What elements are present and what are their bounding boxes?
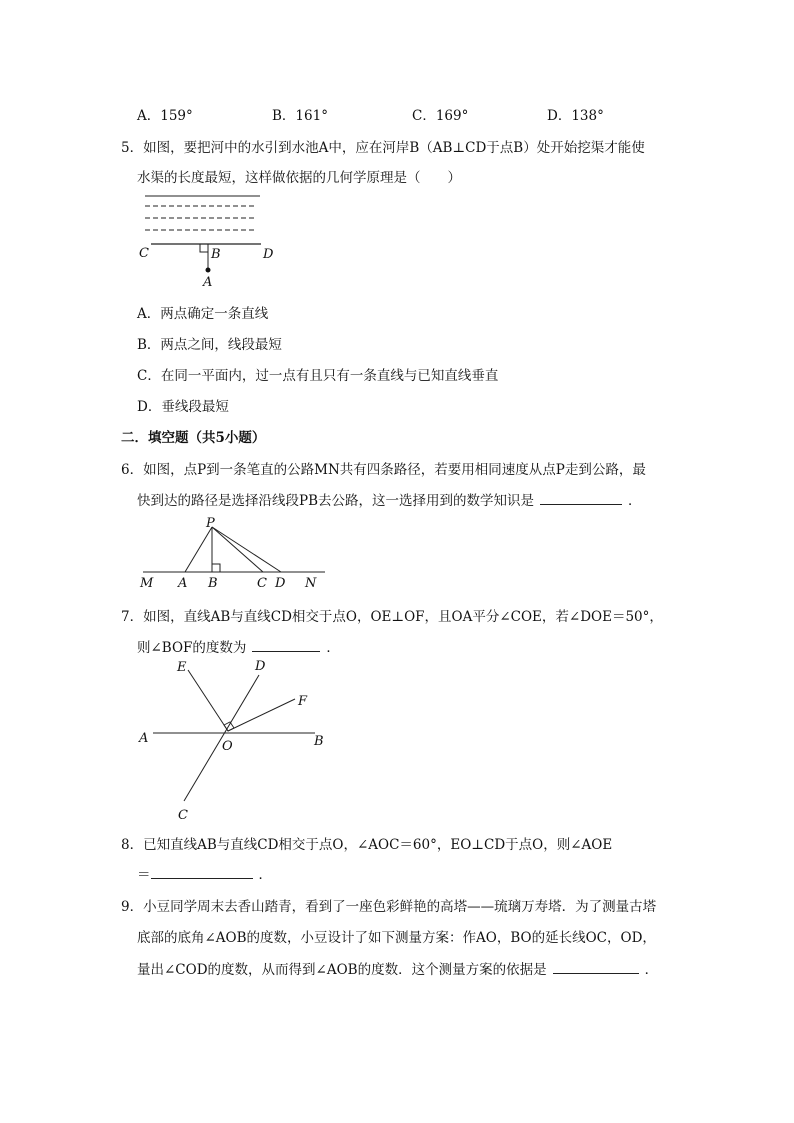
q5-option-d: D．垂线段最短 — [137, 399, 229, 415]
q7-label-c: C — [178, 808, 188, 823]
q6-figure — [135, 512, 335, 592]
q7-label-o: O — [222, 739, 233, 754]
q6-label-p: P — [206, 516, 215, 531]
q8-stem-line2: ＝ ． — [137, 863, 272, 883]
q4-option-d: D．138° — [547, 108, 604, 124]
q6-label-a: A — [178, 576, 188, 591]
q8-answer-blank[interactable] — [151, 864, 253, 879]
q6-label-b: B — [208, 576, 218, 591]
q5-option-c: C．在同一平面内，过一点有且只有一条直线与已知直线垂直 — [137, 368, 499, 384]
q4-option-a: A．159° — [137, 108, 193, 124]
q7-label-e: E — [177, 660, 187, 675]
q5-stem-line1: 5．如图，要把河中的水引到水池A中，应在河岸B（AB⊥CD于点B）处开始挖渠才能使 — [121, 140, 645, 156]
q7-figure — [135, 655, 335, 825]
q7-label-f: F — [298, 694, 308, 709]
q7-stem-line2: 则∠BOF的度数为 ． — [137, 636, 340, 656]
q8-stem-line1: 8．已知直线AB与直线CD相交于点O，∠AOC＝60°，EO⊥CD于点O，则∠AOE — [121, 837, 613, 853]
q4-option-b: B．161° — [272, 108, 328, 124]
q6-stem-line2: 快到达的路径是选择沿线段PB去公路，这一选择用到的数学知识是 ． — [137, 489, 642, 509]
q5-figure — [135, 190, 285, 290]
q7-label-a: A — [139, 731, 149, 746]
q9-answer-blank[interactable] — [553, 959, 639, 974]
q7-label-d: D — [255, 659, 266, 674]
q6-label-m: M — [140, 576, 154, 591]
q5-option-b: B．两点之间，线段最短 — [137, 337, 282, 353]
q5-label-a: A — [203, 275, 213, 290]
q5-stem-line2: 水渠的长度最短，这样做依据的几何学原理是（ ） — [137, 170, 461, 186]
q9-stem-line3: 量出∠COD的度数，从而得到∠AOB的度数．这个测量方案的依据是 ． — [137, 958, 658, 978]
q5-label-b: B — [211, 247, 221, 262]
q6-stem-line1: 6．如图，点P到一条笔直的公路MN共有四条路径，若要用相同速度从点P走到公路，最 — [121, 462, 646, 478]
q5-label-d: D — [263, 247, 274, 262]
q9-stem-line1: 9．小豆同学周末去香山踏青，看到了一座色彩鲜艳的高塔——琉璃万寿塔．为了测量古塔 — [121, 899, 657, 915]
q4-option-c: C．169° — [412, 108, 469, 124]
q6-label-d: D — [275, 576, 286, 591]
section-title: 二．填空题（共5小题） — [121, 430, 266, 446]
q5-option-a: A．两点确定一条直线 — [137, 306, 269, 322]
q6-answer-blank[interactable] — [540, 490, 622, 505]
q6-label-c: C — [257, 576, 267, 591]
q5-label-c: C — [139, 246, 149, 261]
q7-label-b: B — [314, 734, 324, 749]
q7-answer-blank[interactable] — [252, 637, 320, 652]
q6-label-n: N — [305, 576, 317, 591]
q7-stem-line1: 7．如图，直线AB与直线CD相交于点O，OE⊥OF，且OA平分∠COE，若∠DOE＝50°， — [121, 609, 663, 625]
q9-stem-line2: 底部的底角∠AOB的度数，小豆设计了如下测量方案：作AO，BO的延长线OC，OD， — [137, 930, 656, 946]
